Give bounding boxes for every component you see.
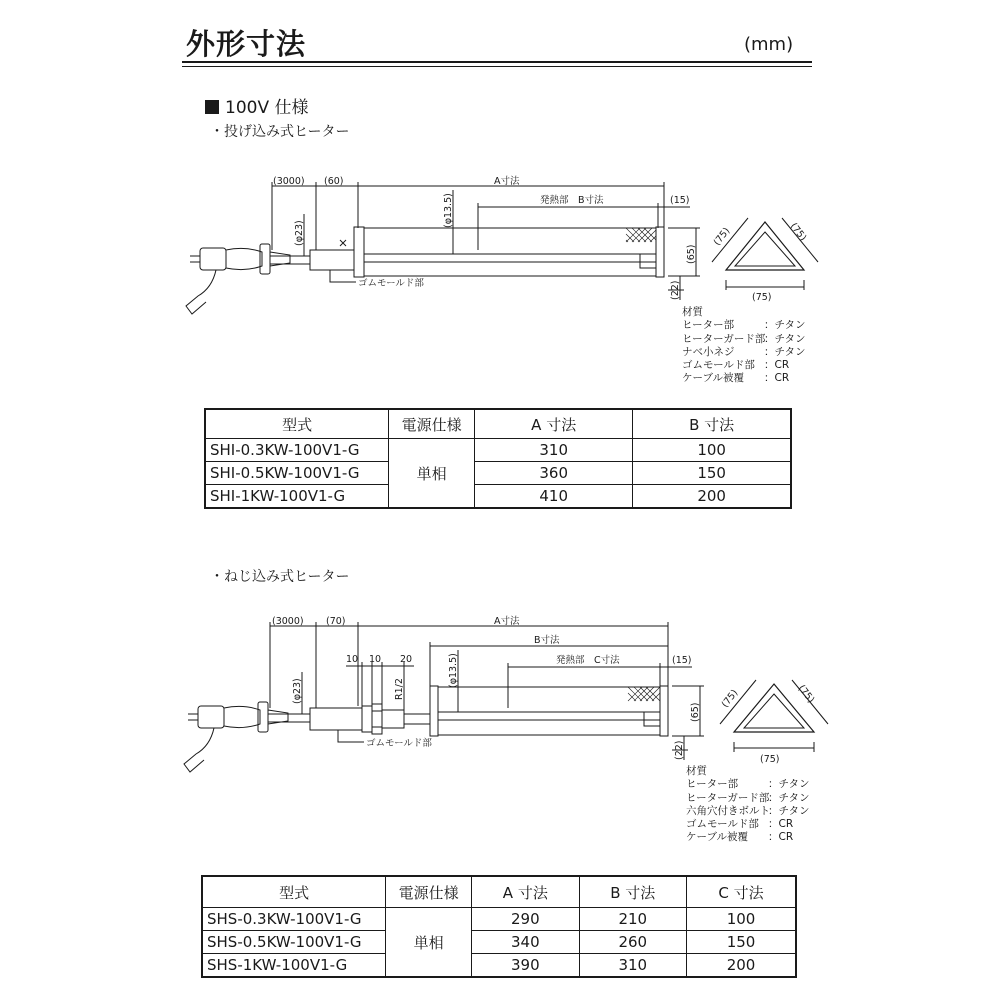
- screw-dim-dia-mold: (φ23): [292, 678, 303, 704]
- material-label: ケーブル被覆: [686, 831, 749, 844]
- phase-cell: 単相: [386, 908, 472, 978]
- table-row: [202, 931, 796, 954]
- screw-dim-a: A寸法: [494, 616, 520, 627]
- insert-dim-tri-right: (75): [787, 221, 809, 244]
- screw-heading: ・ねじ込み式ヒーター: [210, 569, 350, 585]
- unit-label: (mm): [744, 34, 794, 55]
- insert-dim-height: (65): [686, 244, 697, 264]
- col-header-a: A 寸法: [472, 876, 579, 908]
- material-label: ヒーター部: [686, 778, 739, 791]
- table-row: [202, 908, 796, 931]
- table-header-row: [202, 876, 796, 908]
- material-row: [686, 831, 809, 844]
- screw-dim-c: 発熱部 C寸法: [556, 655, 620, 666]
- insert-heading: ・投げ込み式ヒーター: [210, 124, 350, 140]
- material-value: ：CR: [764, 359, 790, 372]
- screw-dim-foot: (22): [674, 740, 685, 760]
- screw-dim-cable: (3000): [272, 616, 304, 627]
- screw-dim-dia-body: (φ13.5): [448, 653, 459, 688]
- b-cell: 100: [633, 439, 791, 462]
- b-cell: 150: [633, 462, 791, 485]
- phase-cell: 単相: [389, 439, 475, 509]
- material-label: 六角穴付きボルト: [686, 804, 770, 817]
- screw-dim-10a: 10: [346, 654, 359, 665]
- section-heading-text: 100V 仕様: [225, 98, 309, 118]
- material-value: ：チタン: [768, 791, 810, 804]
- screw-dim-20: 20: [400, 654, 413, 665]
- b-cell: 210: [579, 908, 686, 931]
- screw-dim-10b: 10: [369, 654, 382, 665]
- c-cell: 150: [687, 931, 796, 954]
- screw-dim-tri-bottom: (75): [760, 754, 780, 765]
- insert-dim-cable: (3000): [273, 176, 305, 187]
- screw-dim-thread: R1/2: [394, 678, 405, 700]
- model-cell: SHS-0.5KW-100V1-G: [202, 931, 386, 954]
- material-row: [686, 818, 809, 831]
- col-header-power: 電源仕様: [389, 409, 475, 439]
- a-cell: 360: [475, 462, 633, 485]
- material-row: [686, 805, 809, 818]
- insert-dim-b: 発熱部 B寸法: [540, 195, 604, 206]
- screw-dim-tri-left: (75): [719, 687, 741, 710]
- col-header-model: 型式: [205, 409, 389, 439]
- model-cell: SHI-1KW-100V1-G: [205, 485, 389, 509]
- a-cell: 340: [472, 931, 579, 954]
- a-cell: 290: [472, 908, 579, 931]
- screw-dim-mold: (70): [326, 616, 346, 627]
- col-header-b: B 寸法: [579, 876, 686, 908]
- a-cell: 310: [475, 439, 633, 462]
- insert-dim-a: A寸法: [494, 176, 520, 187]
- screw-callout-mold: ゴムモールド部: [366, 738, 432, 749]
- insert-callout-mold: ゴムモールド部: [358, 278, 424, 289]
- col-header-c: C 寸法: [687, 876, 796, 908]
- material-row: [686, 778, 809, 791]
- table-row: [202, 954, 796, 978]
- material-value: ：チタン: [764, 345, 806, 358]
- material-label: ヒーターガード部: [682, 332, 766, 345]
- c-cell: 100: [687, 908, 796, 931]
- material-value: ：チタン: [768, 804, 810, 817]
- insert-dim-foot: (22): [670, 280, 681, 300]
- material-row: [686, 792, 809, 805]
- screw-dim-b: B寸法: [534, 635, 560, 646]
- material-value: ：CR: [768, 818, 794, 831]
- material-value: ：CR: [768, 831, 794, 844]
- c-cell: 200: [687, 954, 796, 978]
- screw-materials-heading: 材質: [686, 765, 707, 777]
- b-cell: 260: [579, 931, 686, 954]
- material-label: ゴムモールド部: [686, 818, 759, 831]
- insert-dim-end: (15): [670, 195, 690, 206]
- material-value: ：チタン: [768, 778, 810, 791]
- material-label: ヒーターガード部: [686, 791, 770, 804]
- screw-materials: [686, 765, 809, 845]
- insert-dim-dia-mold: (φ23): [294, 220, 305, 246]
- material-label: ヒーター部: [682, 319, 735, 332]
- screw-spec-table: [201, 875, 797, 978]
- b-cell: 310: [579, 954, 686, 978]
- a-cell: 410: [475, 485, 633, 509]
- page-title: 外形寸法: [186, 27, 307, 61]
- b-cell: 200: [633, 485, 791, 509]
- material-value: ：チタン: [764, 332, 806, 345]
- insert-dim-tri-left: (75): [711, 225, 733, 248]
- col-header-model: 型式: [202, 876, 386, 908]
- material-label: ゴムモールド部: [682, 359, 755, 372]
- col-header-a: A 寸法: [475, 409, 633, 439]
- insert-dim-tri-bottom: (75): [752, 292, 772, 303]
- screw-dim-height: (65): [690, 702, 701, 722]
- material-label: ケーブル被覆: [682, 372, 745, 385]
- a-cell: 390: [472, 954, 579, 978]
- insert-dim-mold: (60): [324, 176, 344, 187]
- model-cell: SHI-0.5KW-100V1-G: [205, 462, 389, 485]
- model-cell: SHS-1KW-100V1-G: [202, 954, 386, 978]
- material-value: ：チタン: [764, 319, 806, 332]
- material-value: ：CR: [764, 372, 790, 385]
- col-header-b: B 寸法: [633, 409, 791, 439]
- model-cell: SHS-0.3KW-100V1-G: [202, 908, 386, 931]
- insert-dim-dia-body: (φ13.5): [443, 193, 454, 228]
- insert-materials-heading: 材質: [682, 306, 703, 318]
- model-cell: SHI-0.3KW-100V1-G: [205, 439, 389, 462]
- screw-dim-tri-right: (75): [795, 683, 817, 706]
- col-header-power: 電源仕様: [386, 876, 472, 908]
- screw-dim-end: (15): [672, 655, 692, 666]
- material-label: ナベ小ネジ: [682, 345, 735, 358]
